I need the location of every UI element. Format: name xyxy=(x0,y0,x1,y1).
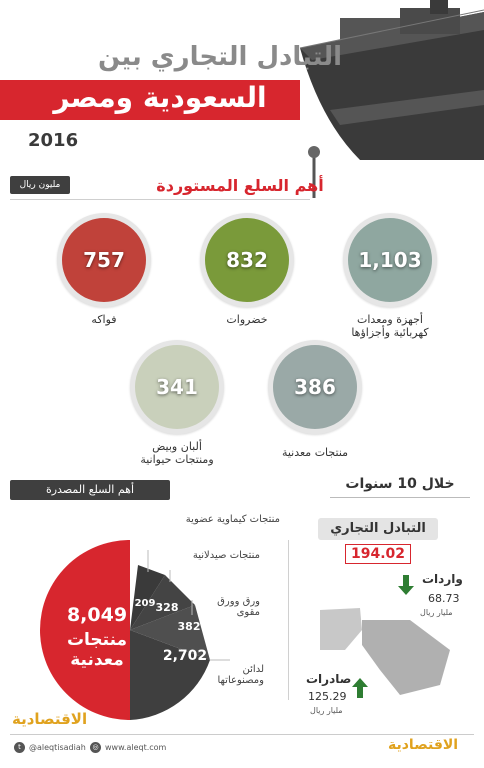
export-value-chemical: 209 xyxy=(134,598,156,609)
years-divider xyxy=(330,497,470,498)
title-line2: السعودية ومصر xyxy=(53,81,267,114)
imports-title: أهم السلع المستوردة xyxy=(156,176,324,195)
trade-total-value: 194.02 xyxy=(345,544,411,564)
exports-tag: أهم السلع المصدرة xyxy=(10,480,170,500)
twitter-icon: t xyxy=(14,742,25,753)
imports-value: 68.73 xyxy=(428,592,460,605)
import-value-dairy: 341 xyxy=(156,375,198,399)
exports-value: 125.29 xyxy=(308,690,347,703)
year-label: 2016 xyxy=(28,130,79,151)
export-value-mineral: 8,049 xyxy=(66,604,128,626)
import-circle-dairy xyxy=(130,340,224,434)
brand-logo: الاقتصادية xyxy=(12,710,88,728)
years-title: خلال 10 سنوات xyxy=(345,476,455,492)
export-label-mineral: منتجات معدنية xyxy=(66,630,128,670)
export-value-paper: 382 xyxy=(177,620,201,633)
import-label-mineral: منتجات معدنية xyxy=(281,446,349,459)
exports-label: صادرات xyxy=(306,672,352,686)
export-label-pharma: منتجات صيدلانية xyxy=(192,550,260,561)
import-label-electrical: أجهزة ومعدات كهربائية وأجزاؤها xyxy=(351,313,429,339)
export-value-plastics: 2,702 xyxy=(162,648,208,664)
import-value-vegetables: 832 xyxy=(226,248,268,272)
footer-divider xyxy=(10,734,474,735)
exports-up-arrow-icon xyxy=(352,678,368,698)
import-circle-vegetables xyxy=(200,213,294,307)
export-label-plastics: لدائن ومصنوعاتها xyxy=(217,664,264,686)
twitter-handle[interactable]: t @aleqtisadiah xyxy=(14,742,86,753)
import-label-dairy: ألبان وبيض ومنتجات حيوانية xyxy=(140,440,214,466)
export-label-paper: ورق وورق مقوى xyxy=(217,596,260,618)
import-label-fruits: فواكه xyxy=(91,313,117,326)
import-value-fruits: 757 xyxy=(83,248,125,272)
title-line1: التبادل التجاري بين xyxy=(97,42,343,72)
imports-unit: مليار ريال xyxy=(420,608,453,617)
import-circle-fruits xyxy=(57,213,151,307)
exports-unit: مليار ريال xyxy=(310,706,343,715)
import-value-electrical: 1,103 xyxy=(358,248,422,272)
export-label-chemical: منتجات كيماوية عضوية xyxy=(185,514,280,525)
import-value-mineral: 386 xyxy=(294,375,336,399)
import-label-vegetables: خضروات xyxy=(226,313,268,326)
imports-divider xyxy=(10,199,310,200)
globe-icon: ◎ xyxy=(90,742,101,753)
brand-logo-footer: الاقتصادية xyxy=(388,737,459,753)
website-link[interactable]: ◎ www.aleqt.com xyxy=(90,742,166,753)
unit-tag: مليون ريال xyxy=(10,176,70,194)
imports-down-arrow-icon xyxy=(398,575,414,595)
section-divider xyxy=(288,540,289,700)
import-circle-electrical xyxy=(343,213,437,307)
import-circle-mineral xyxy=(268,340,362,434)
trade-box-label: التبادل التجاري xyxy=(318,518,438,540)
imports-label: واردات xyxy=(422,572,463,586)
export-value-pharma: 328 xyxy=(155,601,179,614)
